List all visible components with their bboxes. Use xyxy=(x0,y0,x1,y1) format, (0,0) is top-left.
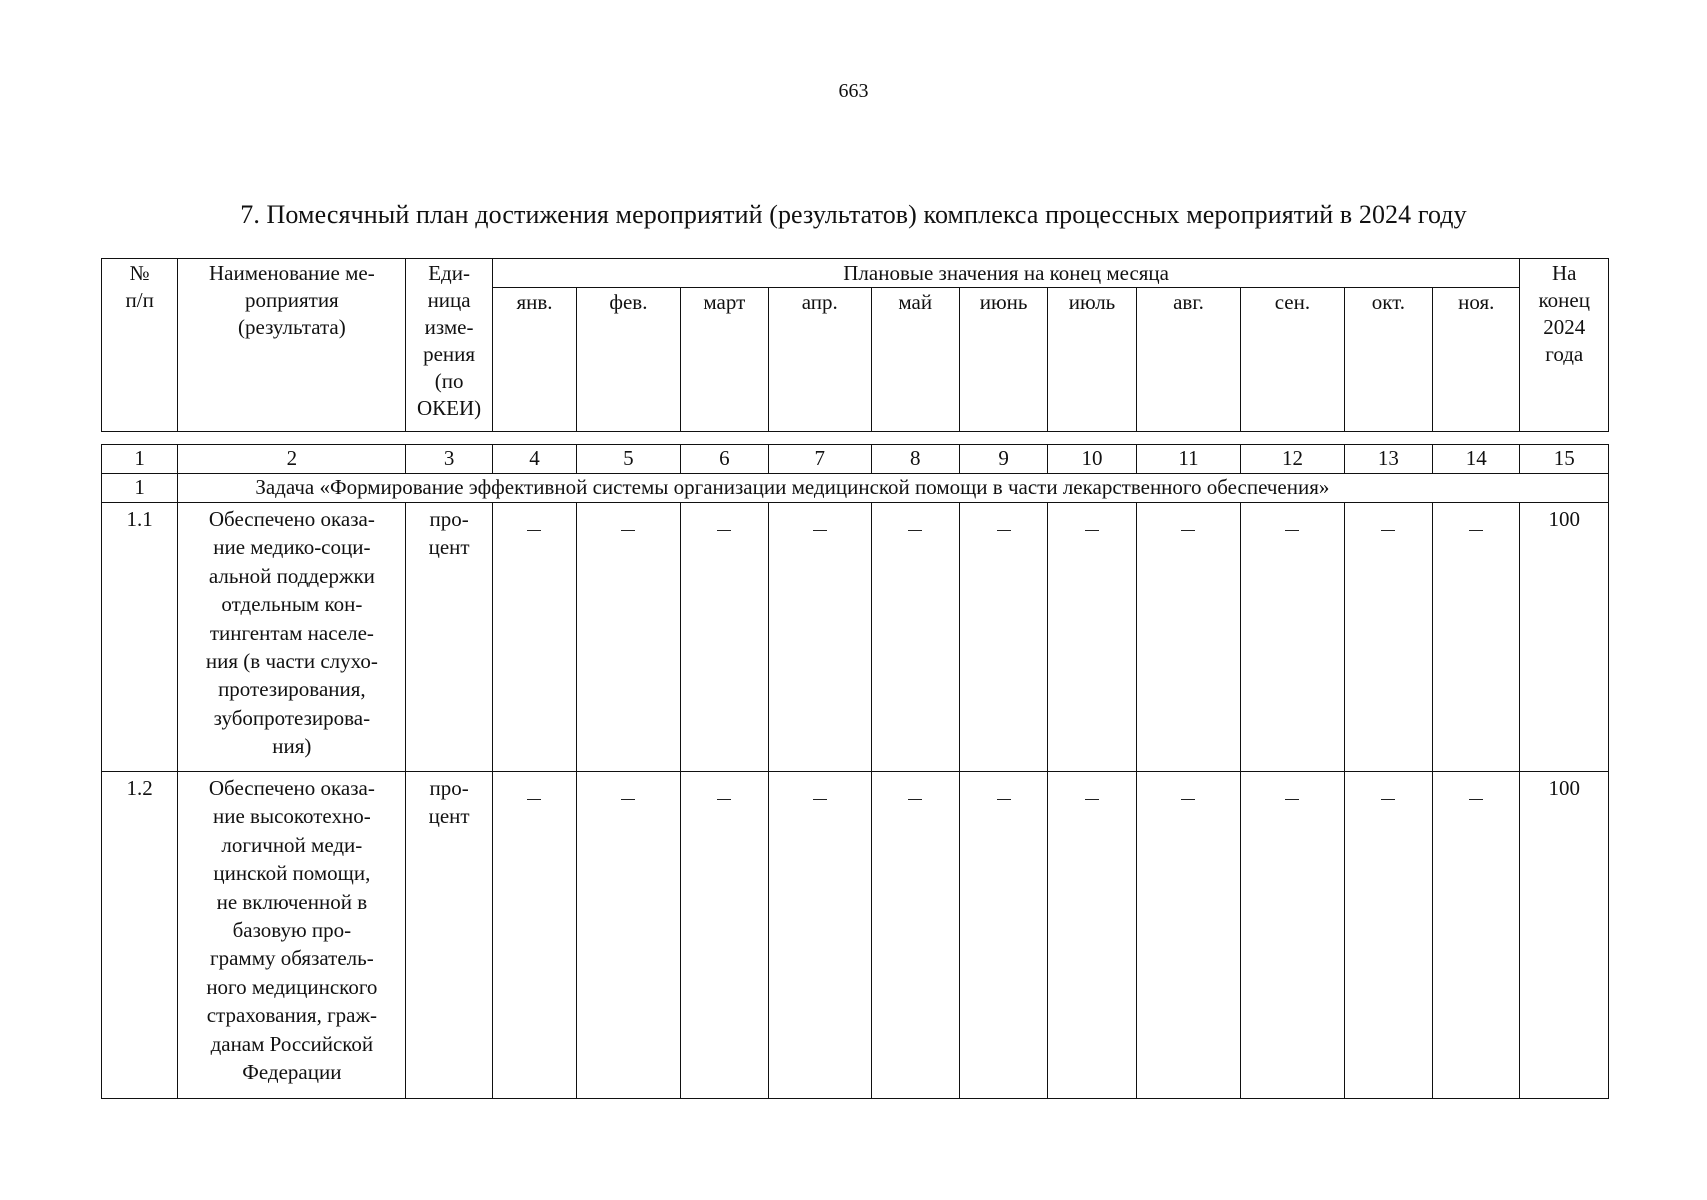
header-planned-values: Плановые значения на конец месяца xyxy=(492,259,1520,288)
dash-mark xyxy=(1469,799,1483,800)
dash-mark xyxy=(997,530,1011,531)
row-name-line: ния) xyxy=(272,734,312,759)
row-name-line: грамму обязатель- xyxy=(210,946,374,971)
header-unit-line: ОКЕИ) xyxy=(417,396,482,420)
row-name-line: ного медицинского xyxy=(206,974,378,999)
row-name-line: ние медико-соци- xyxy=(213,535,371,560)
month-value-empty xyxy=(680,772,768,1099)
row-name-line: альной поддержки xyxy=(208,563,375,588)
header-year-end-line: года xyxy=(1545,342,1584,366)
column-number: 4 xyxy=(492,445,576,474)
table-row xyxy=(102,772,1609,1099)
row-name-line: не включенной в xyxy=(216,889,368,914)
month-value-empty xyxy=(769,772,871,1099)
row-name-line: цинской помощи, xyxy=(213,861,371,886)
dash-mark xyxy=(1469,530,1483,531)
row-unit-line: про- xyxy=(429,776,469,800)
header-month-apr: апр. xyxy=(769,288,871,432)
row-num: 1.1 xyxy=(102,503,178,772)
row-name-cell xyxy=(178,503,406,772)
header-unit-line: Еди- xyxy=(428,261,470,285)
row-name-line: отдельным кон- xyxy=(221,592,363,617)
month-value-empty xyxy=(1048,503,1136,772)
table-header xyxy=(101,258,1609,432)
column-number: 7 xyxy=(769,445,871,474)
header-month-nov: ноя. xyxy=(1433,288,1520,432)
dash-mark xyxy=(813,530,827,531)
dash-mark xyxy=(621,530,635,531)
header-month-feb: фев. xyxy=(577,288,680,432)
column-number: 13 xyxy=(1344,445,1432,474)
header-unit-cell xyxy=(406,259,492,432)
column-number-row xyxy=(102,445,1609,474)
dash-mark xyxy=(1085,799,1099,800)
month-value-empty xyxy=(1048,772,1136,1099)
column-number: 15 xyxy=(1520,445,1609,474)
column-number: 1 xyxy=(102,445,178,474)
row-unit-line: цент xyxy=(428,535,470,560)
row-name-line: базовую про- xyxy=(232,918,352,943)
header-month-jan: янв. xyxy=(492,288,576,432)
row-year-end-value: 100 xyxy=(1520,772,1609,1099)
dash-mark xyxy=(908,799,922,800)
month-value-empty xyxy=(1241,772,1344,1099)
month-value-empty xyxy=(1136,503,1240,772)
page-number: 663 xyxy=(838,80,869,102)
header-unit-line: изме- xyxy=(424,315,474,339)
month-value-empty xyxy=(1344,772,1432,1099)
dash-mark xyxy=(1181,799,1195,800)
month-value-empty xyxy=(1433,772,1520,1099)
header-num-line: п/п xyxy=(125,288,154,312)
header-month-may: май xyxy=(871,288,959,432)
column-number: 3 xyxy=(406,445,492,474)
header-num-line: № xyxy=(129,261,150,285)
header-unit-line: (по xyxy=(434,369,464,393)
row-unit-cell xyxy=(406,772,492,1099)
task-num: 1 xyxy=(102,474,178,503)
column-number: 9 xyxy=(959,445,1047,474)
header-unit-line: рения xyxy=(423,342,476,366)
header-name-line: Наименование ме- xyxy=(209,261,375,285)
month-value-empty xyxy=(959,772,1047,1099)
column-number: 6 xyxy=(680,445,768,474)
row-name-line: Обеспечено оказа- xyxy=(208,776,375,800)
month-value-empty xyxy=(1433,503,1520,772)
header-month-aug: авг. xyxy=(1136,288,1240,432)
row-num: 1.2 xyxy=(102,772,178,1099)
month-value-empty xyxy=(577,772,680,1099)
header-month-jul: июль xyxy=(1048,288,1136,432)
dash-mark xyxy=(813,799,827,800)
dash-mark xyxy=(1285,799,1299,800)
row-name-line: ния (в части слухо- xyxy=(205,649,378,674)
dash-mark xyxy=(621,799,635,800)
row-unit-line: цент xyxy=(428,804,470,829)
page-title: 7. Помесячный план достижения мероприятий (результатов) комплекса процессных мероприятий в 2024 году xyxy=(240,200,1467,229)
row-name-line: тингентам населе- xyxy=(209,620,374,645)
row-name-line: ние высокотехно- xyxy=(213,804,371,829)
row-name-cell xyxy=(178,772,406,1099)
column-number: 12 xyxy=(1241,445,1344,474)
month-value-empty xyxy=(492,503,576,772)
header-num-cell xyxy=(102,259,178,432)
dash-mark xyxy=(1085,530,1099,531)
row-name-line: Федерации xyxy=(242,1060,342,1085)
row-name-line: логичной меди- xyxy=(221,832,363,857)
task-row xyxy=(102,474,1609,503)
dash-mark xyxy=(1285,530,1299,531)
column-number: 2 xyxy=(178,445,406,474)
month-value-empty xyxy=(959,503,1047,772)
month-value-empty xyxy=(769,503,871,772)
dash-mark xyxy=(908,530,922,531)
row-unit-line: про- xyxy=(429,507,469,531)
header-year-end-line: конец xyxy=(1538,288,1590,312)
row-name-line: зубопротезирова- xyxy=(213,705,371,730)
month-value-empty xyxy=(871,503,959,772)
row-unit-cell xyxy=(406,503,492,772)
header-year-end-cell xyxy=(1520,259,1609,432)
table-row xyxy=(102,503,1609,772)
table-body xyxy=(101,444,1609,1099)
header-unit-line: ница xyxy=(427,288,471,312)
header-year-end-line: 2024 xyxy=(1543,315,1586,339)
month-value-empty xyxy=(1241,503,1344,772)
header-month-mar: март xyxy=(680,288,768,432)
header-name-line: (результата) xyxy=(238,315,346,339)
month-value-empty xyxy=(1344,503,1432,772)
header-month-jun: июнь xyxy=(959,288,1047,432)
row-name-line: страхования, граж- xyxy=(206,1003,378,1028)
month-value-empty xyxy=(871,772,959,1099)
column-number: 8 xyxy=(871,445,959,474)
header-year-end-line: На xyxy=(1551,261,1577,285)
column-number: 5 xyxy=(577,445,680,474)
column-number: 11 xyxy=(1136,445,1240,474)
month-value-empty xyxy=(577,503,680,772)
row-name-line: данам Российской xyxy=(210,1031,374,1056)
task-label: Задача «Формирование эффективной системы организации медицинской помощи в части лекарственного обеспечения» xyxy=(178,474,1609,503)
row-name-line: Обеспечено оказа- xyxy=(208,507,375,531)
dash-mark xyxy=(717,799,731,800)
header-name-cell xyxy=(178,259,406,432)
dash-mark xyxy=(1181,530,1195,531)
dash-mark xyxy=(1381,530,1395,531)
dash-mark xyxy=(1381,799,1395,800)
dash-mark xyxy=(527,799,541,800)
header-month-oct: окт. xyxy=(1344,288,1432,432)
column-number: 10 xyxy=(1048,445,1136,474)
column-number: 14 xyxy=(1433,445,1520,474)
dash-mark xyxy=(527,530,541,531)
dash-mark xyxy=(717,530,731,531)
month-value-empty xyxy=(492,772,576,1099)
header-month-sep: сен. xyxy=(1241,288,1344,432)
row-year-end-value: 100 xyxy=(1520,503,1609,772)
month-value-empty xyxy=(680,503,768,772)
row-name-line: протезирования, xyxy=(218,677,366,702)
month-value-empty xyxy=(1136,772,1240,1099)
header-name-line: роприятия xyxy=(245,288,339,312)
dash-mark xyxy=(997,799,1011,800)
